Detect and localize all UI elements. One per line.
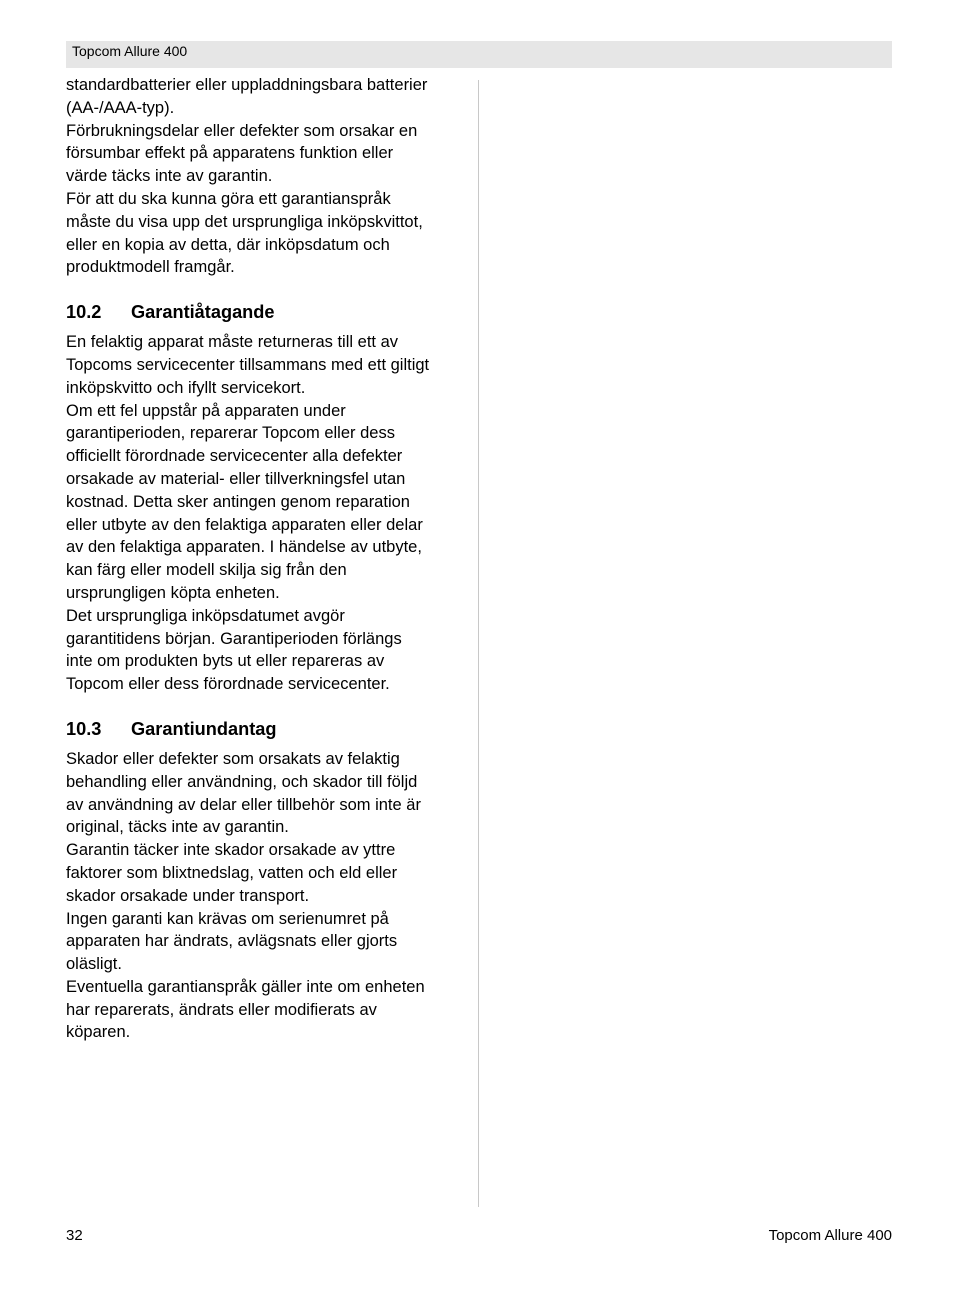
section-10-3-body: Skador eller defekter som orsakats av felaktig behandling eller användning, och skador till följd av användning av delar eller tillbehör som inte är original, täcks inte av garantin. Garantin täcker inte skador orsakade av yttre faktorer som blixtnedslag, vatten och eld eller skador orsakade under transport. Ingen garanti kan krävas om serienumret på apparaten har ändrats, avlägsnats eller gjorts oläsligt. Eventuella garantianspråk gäller inte om enheten har reparerats, ändrats eller modifierats av köparen. xyxy=(66,749,425,1042)
page-number: 32 xyxy=(66,1227,83,1244)
column-divider xyxy=(478,80,479,1207)
section-10-2-title: Garantiåtagande xyxy=(131,302,275,323)
section-10-3-number: 10.3 xyxy=(66,718,102,739)
header-title: Topcom Allure 400 xyxy=(72,43,188,59)
section-10-3-heading xyxy=(66,716,466,742)
section-10-2-number: 10.2 xyxy=(66,302,102,323)
footer-title: Topcom Allure 400 xyxy=(768,1227,892,1244)
section-10-2-heading xyxy=(66,299,466,325)
page-header xyxy=(66,41,892,68)
intro-paragraph: standardbatterier eller uppladdningsbara batterier (AA-/AAA-typ). Förbrukningsdelar eller defekter som orsakar en försumbar effekt på apparatens funktion eller värde täcks inte av garantin. För att du ska kunna göra ett garantianspråk måste du visa upp det ursprungliga inköpskvittot, eller en kopia av detta, där inköpsdatum och produktmodell framgår. xyxy=(66,76,428,277)
left-column xyxy=(66,74,466,1044)
section-10-3-title: Garantiundantag xyxy=(131,718,277,739)
section-10-2-body: En felaktig apparat måste returneras till ett av Topcoms servicecenter tillsammans med ett giltigt inköpskvitto och ifyllt servicekort. Om ett fel uppstår på apparaten under garantiperioden, reparerar Topcom eller dess officiellt förordnade servicecenter alla defekter orsakade av material- eller tillverkningsfel utan kostnad. Detta sker antingen genom reparation eller utbyte av den felaktiga apparaten eller delar av den felaktiga apparaten. I händelse av utbyte, kan färg eller modell skilja sig från den ursprungligen köpta enheten. Det ursprungliga inköpsdatumet avgör garantitidens början. Garantiperioden förlängs inte om produkten byts ut eller repareras av Topcom eller dess förordnade servicecenter. xyxy=(66,333,430,694)
